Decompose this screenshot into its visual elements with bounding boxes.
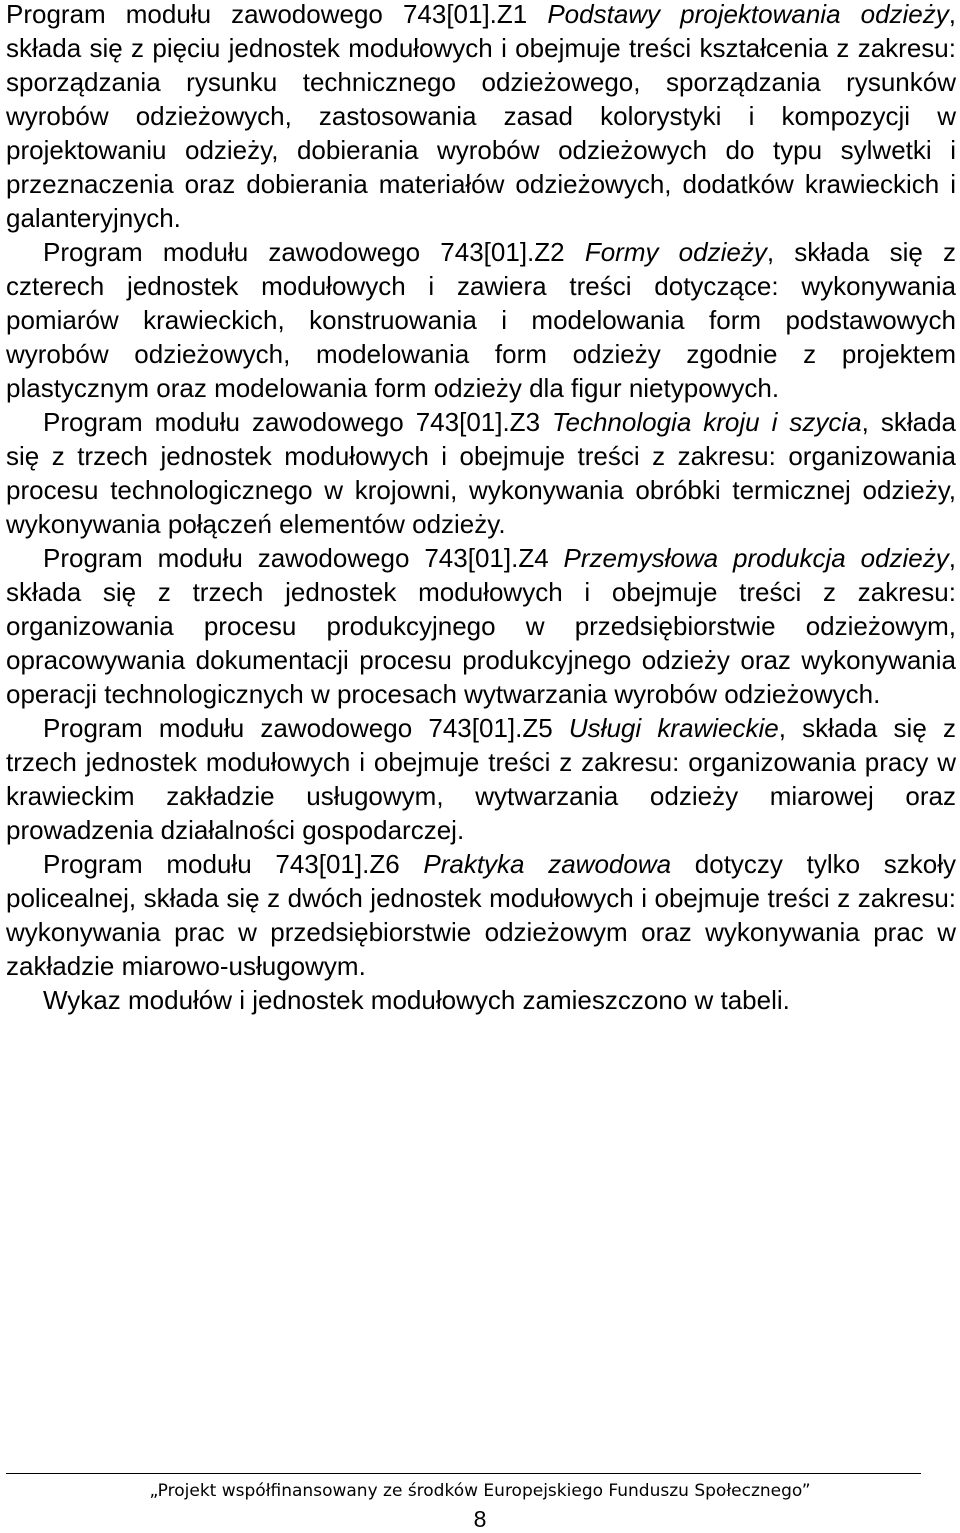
module-z1-intro: Program modułu zawodowego 743[01].Z1 (6, 0, 548, 29)
module-z4-intro: Program modułu zawodowego 743[01].Z4 (43, 543, 564, 573)
document-body (6, 0, 956, 1017)
module-z2-intro: Program modułu zawodowego 743[01].Z2 (43, 237, 585, 267)
paragraph-module-z1 (6, 0, 956, 235)
footer-divider (6, 1473, 921, 1474)
paragraph-closing: Wykaz modułów i jednostek modułowych zamieszczono w tabeli. (43, 985, 790, 1015)
module-z1-title: Podstawy projektowania odzieży (547, 0, 949, 29)
module-z5-intro: Program modułu zawodowego 743[01].Z5 (43, 713, 569, 743)
module-z3-description: , składa się z trzech jednostek modułowych i obejmuje treści z zakresu: organizowania procesu technologicznego w krojowni, wykonywania obróbki termicznej odzieży, wykonywania połączeń elementów odzieży. (6, 407, 956, 539)
paragraph-module-z3 (6, 405, 956, 541)
module-z4-title: Przemysłowa produkcja odzieży (563, 543, 949, 573)
module-z5-description: , składa się z trzech jednostek modułowych i obejmuje treści z zakresu: organizowania pracy w krawieckim zakładzie usługowym, wytwarzania odzieży miarowej oraz prowadzenia działalności gospodarczej. (6, 713, 956, 845)
paragraph-module-z6 (6, 847, 956, 983)
module-z3-title: Technologia kroju i szycia (552, 407, 862, 437)
module-z6-title: Praktyka zawodowa (423, 849, 672, 879)
module-z5-title: Usługi krawieckie (568, 713, 779, 743)
module-z4-description: , składa się z trzech jednostek modułowych i obejmuje treści z zakresu: organizowania procesu produkcyjnego w przedsiębiorstwie odzieżowym, opracowywania dokumentacji procesu produkcyjnego odzieży oraz wykonywania operacji technologicznych w procesach wytwarzania wyrobów odzieżowych. (6, 543, 957, 709)
module-z2-description: , składa się z czterech jednostek modułowych i zawiera treści dotyczące: wykonywania pomiarów krawieckich, konstruowania i modelowania form podstawowych wyrobów odzieżowych, modelowania form odzieży zgodnie z projektem plastycznym oraz modelowania form odzieży dla figur nietypowych. (6, 237, 957, 403)
module-z1-description: , składa się z pięciu jednostek modułowych i obejmuje treści kształcenia z zakresu: sporządzania rysunku technicznego odzieżowego, sporządzania rysunków wyrobów odzieżowych, zastosowania zasad kolorystyki i kompozycji w projektowaniu odzieży, dobierania wyrobów odzieżowych do typu sylwetki i przeznaczenia oraz dobierania materiałów odzieżowych, dodatków krawieckich i galanteryjnych. (6, 0, 957, 233)
module-z2-title: Formy odzieży (584, 237, 767, 267)
paragraph-module-z2 (6, 235, 956, 405)
paragraph-module-z5 (6, 711, 956, 847)
paragraph-module-z4 (6, 541, 956, 711)
module-z6-description: dotyczy tylko szkoły policealnej, składa się z dwóch jednostek modułowych i obejmuje treści z zakresu: wykonywania prac w przedsiębiorstwie odzieżowym oraz wykonywania prac w zakładzie miarowo-usługowym. (6, 849, 956, 981)
footer-project-note: „Projekt współfinansowany ze środków Europejskiego Funduszu Społecznego” (149, 1481, 811, 1501)
module-z3-intro: Program modułu zawodowego 743[01].Z3 (43, 407, 553, 437)
module-z6-intro: Program modułu 743[01].Z6 (43, 849, 424, 879)
page-number: 8 (473, 1506, 487, 1532)
